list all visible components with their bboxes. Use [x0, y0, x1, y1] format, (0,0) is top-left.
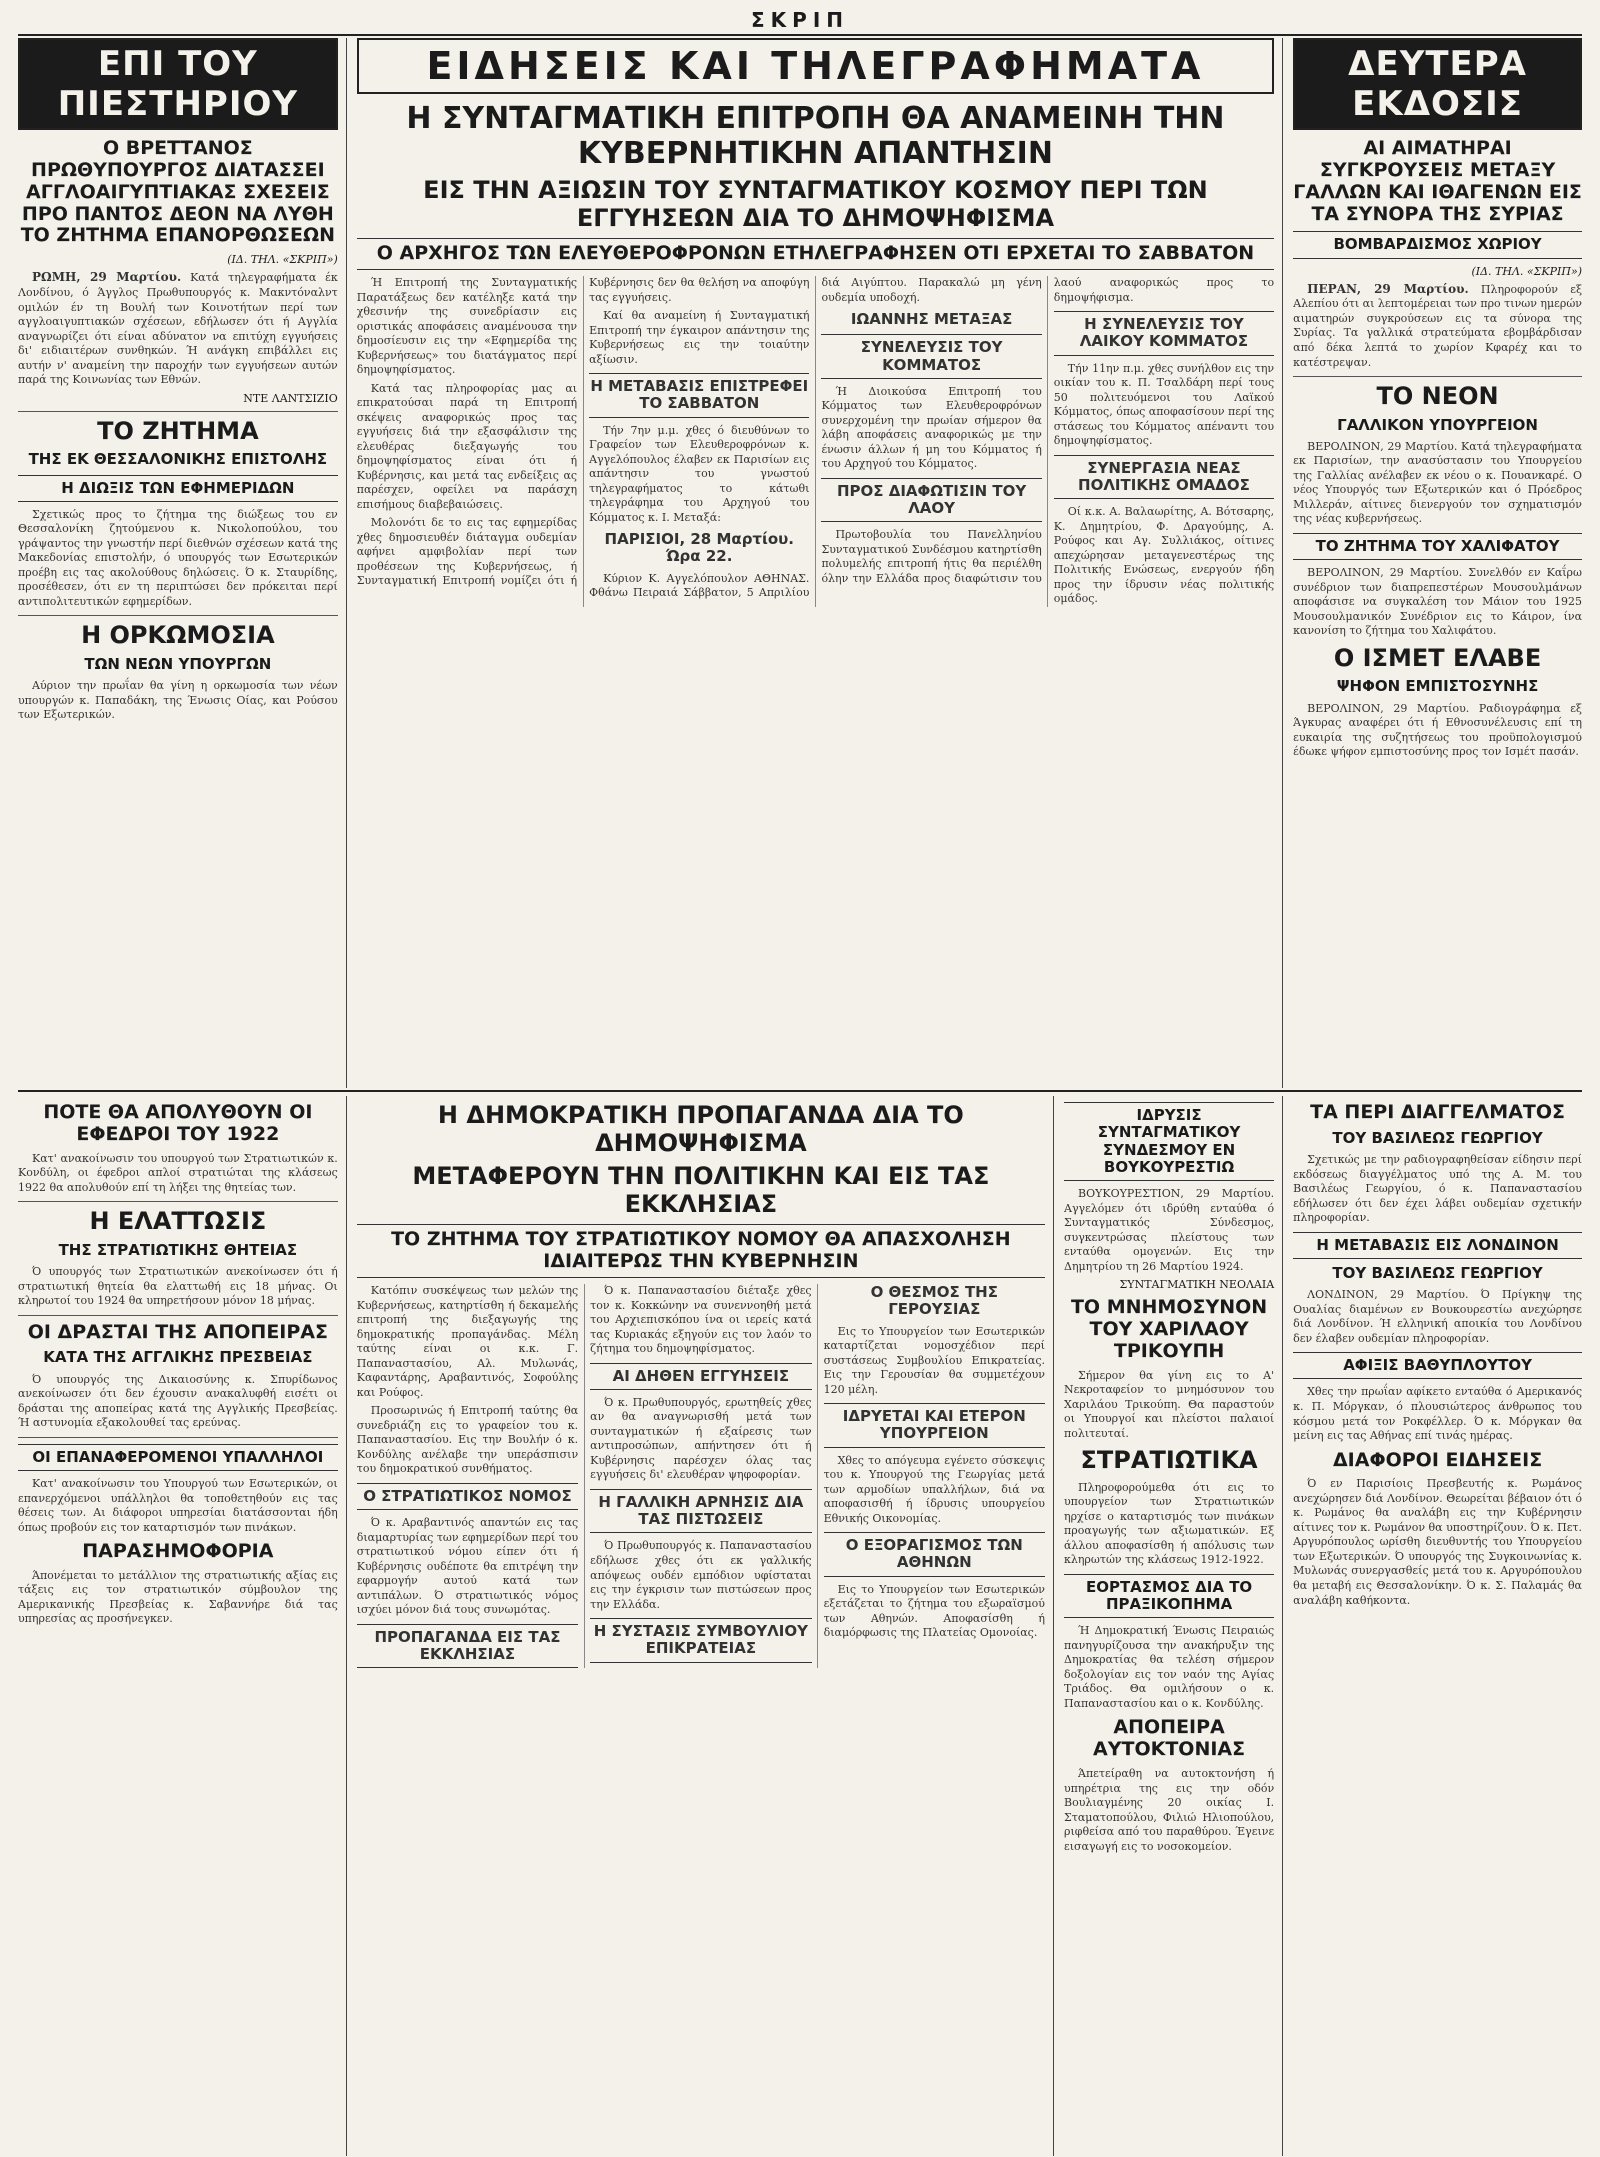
bottom-sub-ekklisies: ΠΡΟΠΑΓΑΝΔΑ ΕΙΣ ΤΑΣ ΕΚΚΛΗΣΙΑΣ — [357, 1624, 578, 1669]
center-sub-laou: ΠΡΟΣ ΔΙΑΦΩΤΙΣΙΝ ΤΟΥ ΛΑΟΥ — [821, 478, 1041, 523]
masthead: ΣΚΡΙΠ — [751, 8, 849, 32]
right-headline-6: Η ΜΕΤΑΒΑΣΙΣ ΕΙΣ ΛΟΝΔΙΝΟΝ — [1293, 1232, 1582, 1259]
left-s5-headline: Η ΕΛΑΤΤΩΣΙΣ — [89, 1207, 267, 1236]
right-body-1: Πληροφορούν εξ Αλεπίου ότι αι λεπτομέρειαι των προ τινων ημερών αιματηρών συγκρούσεων εις τα σύνορα της Συρίας. Τα γαλλικά στρατεύματα εβομβάρδισαν από δέκα λεπτά το χωρίον Κφαρέχ και το κατέστρεψαν. — [1293, 282, 1582, 369]
bottom-stratiotika-text: Πληροφορούμεθα ότι εις το υπουργείον των Στρατιωτικών ηρχίσε ο καταρτισμός των πινάκων προαγωγής των αξιωματικών. Εξ άλλου αποφασίσθη ή απόλυσις των κληρωτών της κλάσεως 1912-1922. — [1064, 1480, 1275, 1567]
bottom-paragraph: Ό κ. Παπαναστασίου διέταξε χθες τον κ. Κοκκώνην να συνεννοηθή μετά του Αρχιεπισκόπου ίνα οι ιερείς κατά τας Κυριακάς εξηγούν εις τον λαόν το ζήτημα του δημοψηφίσματος. — [590, 1284, 812, 1356]
left-s6-subheadline: ΚΑΤΑ ΤΗΣ ΑΓΓΛΙΚΗΣ ΠΡΕΣΒΕΙΑΣ — [43, 1348, 313, 1367]
left-s4-headline: ΠΟΤΕ ΘΑ ΑΠΟΛΥΘΟΥΝ ΟΙ ΕΦΕΔΡΟΙ ΤΟΥ 1922 — [43, 1101, 313, 1145]
left-s7-headline: ΟΙ ΕΠΑΝΑΦΕΡΟΜΕΝΟΙ ΥΠΑΛΛΗΛΟΙ — [18, 1444, 338, 1471]
right-headline-7: ΑΦΙΞΙΣ ΒΑΘΥΠΛΟΥΤΟΥ — [1293, 1352, 1582, 1379]
left-s4-text: Κατ' ανακοίνωσιν του υπουργού των Στρατιωτικών κ. Κονδύλη, οι έφεδροι απλοί στρατιώται της κλάσεως 1922 θα απολυθούν επί τη λήξει της θητείας των. — [18, 1151, 338, 1194]
center-sub-synelefsis: ΣΥΝΕΛΕΥΣΙΣ ΤΟΥ ΚΟΜΜΑΤΟΣ — [821, 334, 1041, 379]
left-s6-headline: ΟΙ ΔΡΑΣΤΑΙ ΤΗΣ ΑΠΟΠΕΙΡΑΣ — [27, 1320, 328, 1343]
right-article-3 — [1293, 566, 1582, 639]
left-lead-body: Κατά τηλεγραφήματα έκ Λονδίνου, ό Άγγλος Πρωθυπουργός κ. Μακντόναλντ ομιλών έν τη Βουλή των Κοινοτήτων περί των αγγλοαιγυπτιακών σχέσεων, εδήλωσεν ότι ή Αγγλία αναγνωρίζει ότι είναι αδύνατον να επιτύχη εγγυήσεις δι' ειδιαιτέρων συνθηκών. Ή ανάγκη επιβάλλει εις αυτήν ν' αναμείνη την παροχήν των εγγυήσεων αυτών παρά της Κοινωνίας των Εθνών. — [18, 271, 338, 387]
left-s2-headline: ΤΟ ΖΗΤΗΜΑ — [97, 416, 259, 445]
left-s2-subheadline: ΤΗΣ ΕΚ ΘΕΣΣΑΛΟΝΙΚΗΣ ΕΠΙΣΤΟΛΗΣ — [28, 450, 328, 469]
bottom-paragraph: Ό κ. Πρωθυπουργός, ερωτηθείς χθες αν θα αναγνωρισθή μετά των συνταγματικών ή εξαίρεσις των αντιπροσώπων, απήντησεν ότι ή Κυβέρνησις παρέσχεν όλας τας εγγυήσεις δι' ελευθέραν ψηφοφορίαν. — [590, 1395, 812, 1482]
bottom-sub-nomos: Ο ΣΤΡΑΤΙΩΤΙΚΟΣ ΝΟΜΟΣ — [357, 1483, 578, 1510]
top-section — [18, 38, 1582, 1088]
center-paragraph: Τήν 11ην π.μ. χθες συνήλθον εις την οικίαν του κ. Π. Τσαλδάρη περί τους 50 πολιτευόμενοι του Λαϊκού Κόμματος, όπως αποφασίσουν περί της στάσεως του Κόμματος απέναντι του δημοψηφίσματος. — [1053, 361, 1275, 448]
bottom-center-column — [357, 1096, 1054, 2156]
bottom-stratiotika-body — [1064, 1481, 1274, 1568]
right-headline-4: Ο ΙΣΜΕΤ ΕΛΑΒΕ — [1333, 643, 1542, 672]
left-lead-dateline: ΡΩΜΗ, 29 Μαρτίου. — [32, 270, 182, 285]
bottom-paragraph: Εις το Υπουργείον των Εσωτερικών καταρτίζεται νομοσχέδιον περί συστάσεως Συμβουλίου Επικρατείας. Εις την Γερουσίαν θα συμμετέχουν 120 μέλη. — [823, 1324, 1045, 1396]
center-article-columns — [357, 276, 1274, 607]
center-paragraph: Τήν 7ην μ.μ. χθες ό διευθύνων το Γραφείον των Ελευθεροφρόνων κ. Αγγελόπουλος έλαβεν εκ Παρισίων εις απάντησιν του γνωστού τηλεγραφήματος το κάτωθι τηλεγράφημα του Αρχηγού του Κόμματος κ. Ι. Μεταξά: — [589, 423, 810, 524]
right-article-2 — [1293, 440, 1582, 527]
right-headline-5: ΤΑ ΠΕΡΙ ΔΙΑΓΓΕΛΜΑΤΟΣ — [1310, 1101, 1565, 1123]
bottom-paragraph: Ό κ. Αραβαντινός απαντών εις τας διαμαρτυρίας των εφημερίδων περί του στρατιωτικού νόμου είπεν ότι ή Κυβέρνησις ουδέποτε θα επιτρέψη την εφαρμογήν αυτού κατά των αντιπάλων. Ό στρατιωτικός νόμος ισχύει μόνον διά τους συνωμότας. — [356, 1516, 579, 1617]
center-sub-omades: ΣΥΝΕΡΓΑΣΙΑ ΝΕΑΣ ΠΟΛΙΤΙΚΗΣ ΟΜΑΔΟΣ — [1054, 455, 1274, 500]
top-rule — [18, 34, 1582, 36]
bottom-paragraph: Προσωρινώς ή Επιτροπή ταύτης θα συνεδριάζη εις το γραφείον του κ. Παπαναστασίου. Εις την Βουλήν ό κ. Κονδύλης ανέλαβε την υπεράσπισιν του δημοκρατικού συνθήματος. — [356, 1404, 579, 1476]
left-s8-text: Άπονέμεται το μετάλλιον της στρατιωτικής αξίας εις τάξεις εις τον στρατιωτικόν σύμβουλον της Αμερικανικής Πρεσβείας κ. Σαβαννήρε διά τας υπηρεσίας ας προσήνεγκεν. — [18, 1568, 338, 1626]
bottom-paragraph: Ό Πρωθυπουργός κ. Παπαναστασίου εδήλωσε χθες ότι εκ γαλλικής απόψεως ουδέν εμπόδιον υφίσταται εις την έγκρισιν των πιστώσεων προς την Ελλάδα. — [590, 1539, 812, 1611]
center-dateline-paris: ΠΑΡΙΣΙΟΙ, 28 Μαρτίου. Ώρα 22. — [604, 530, 794, 566]
right-article-8 — [1293, 1477, 1582, 1608]
center-headline-3: Ο ΑΡΧΗΓΟΣ ΤΩΝ ΕΛΕΥΘΕΡΟΦΡΟΝΩΝ ΕΤΗΛΕΓΡΑΦΗΣΕΝ ΟΤΙ ΕΡΧΕΤΑΙ ΤΟ ΣΑΒΒΑΤΟΝ — [357, 238, 1274, 270]
center-sub-laiko: Η ΣΥΝΕΛΕΥΣΙΣ ΤΟΥ ΛΑΙΚΟΥ ΚΟΜΜΑΤΟΣ — [1054, 311, 1274, 356]
bottom-sub-systasis: Η ΣΥΣΤΑΣΙΣ ΣΥΜΒΟΥΛΙΟΥ ΕΠΙΚΡΑΤΕΙΑΣ — [590, 1618, 811, 1663]
bottom-sub-eortasmos: ΕΟΡΤΑΣΜΟΣ ΔΙΑ ΤΟ ΠΡΑΞΙΚΟΠΗΜΑ — [1064, 1574, 1274, 1619]
divider — [18, 1437, 338, 1438]
center-telegram-signature: ΙΩΑΝΝΗΣ ΜΕΤΑΞΑΣ — [850, 310, 1013, 329]
divider — [18, 1315, 338, 1316]
bottom-headline-1: Η ΔΗΜΟΚΡΑΤΙΚΗ ΠΡΟΠΑΓΑΝΔΑ ΔΙΑ ΤΟ ΔΗΜΟΨΗΦΙΣΜΑ — [437, 1101, 964, 1157]
left-lead-signature: ΝΤΕ ΛΑΝΤΣΙΖΙΟ — [243, 391, 338, 405]
right-body-3: ΒΕΡΟΛΙΝΟΝ, 29 Μαρτίου. Συνελθόν εν Καΐρω συνέδριον των διαπρεπεστέρων Μουσουλμάνων αποφάσισε να συγκαλέση τον Μάιον του 1925 Μουσουλμανικόν Συνέδριον εις το Κάιρον, ίνα κανονίση το ζήτημα του Χαλιφάτου. — [1293, 566, 1582, 638]
left-s2-body — [18, 508, 338, 610]
right-body-5: Σχετικώς με την ραδιογραφηθείσαν είδησιν περί εκδόσεως διαγγέλματος υπό της Α. Μ. του Βασιλέως Γεωργίου, ό κ. Παπαναστασίου εδήλωσεν ότι δεν έχει λάβει ουδεμίαν σχετικήν πληροφορίαν. — [1293, 1153, 1582, 1225]
bottom-apopeira-text: Άπετείραθη να αυτοκτονήση ή υπηρέτρια της εις την οδόν Βουλιαγμένης 20 οικίας Ι. Σταματοπούλου, Φιλιώ Ηλιοπούλου, ριφθείσα από του παραθύρου. Έγεινε εισαγωγή εις το νοσοκομείον. — [1064, 1767, 1275, 1853]
bottom-paragraph: Χθες το απόγευμα εγένετο σύσκεψις του κ. Υπουργού της Γεωργίας μετά των αρμοδίων υπαλλήλων, διά να αποφασισθή ή ίδρυσις υπουργείου Εθνικής Οικονομίας. — [823, 1453, 1045, 1525]
right-dateline: ΠΕΡΑΝ, 29 Μαρτίου. — [1307, 281, 1469, 296]
right-headline-4-sub: ΨΗΦΟΝ ΕΜΠΙΣΤΟΣΥΝΗΣ — [1336, 677, 1539, 696]
right-headline-6-sub: ΤΟΥ ΒΑΣΙΛΕΩΣ ΓΕΩΡΓΙΟΥ — [1332, 1263, 1543, 1282]
center-paragraph: Οί κ.κ. Α. Βαλαωρίτης, Α. Βότσαρης, Κ. Δημητρίου, Φ. Δραγούμης, Α. Ρούφος και Αγ. Συλλιάκος, οίτινες απεχώρησαν μεταγενεστέρως της Πολιτικής Ενώσεως, ενεργούν ήδη προς την ίδρυσιν νέας πολιτικής ομάδος. — [1053, 505, 1275, 606]
bottom-paragraph: Εις το Υπουργείον των Εσωτερικών εξετάζεται το ζήτημα του εξωραϊσμού των Αθηνών. Αποφασίσθη ή διαμόρφωσις της Πλατείας Ομονοίας. — [823, 1582, 1045, 1640]
bottom-mnimosyno-text: Σήμερον θα γίνη εις το Α' Νεκροταφείον το μνημόσυνον του Χαριλάου Τρικούπη. Θα παραστούν οι Υπουργοί και πλείστοι παλαιοί πολιτευταί. — [1064, 1368, 1275, 1440]
bottom-mnimosyno-body — [1064, 1369, 1274, 1442]
right-headline-1-sub: ΒΟΜΒΑΡΔΙΣΜΟΣ ΧΩΡΙΟΥ — [1293, 231, 1582, 258]
bottom-mid-column — [1064, 1096, 1283, 2156]
right-body-7: Χθες την πρωΐαν αφίκετο ενταύθα ό Αμερικανός κ. Π. Μόργκαν, ό πλουσιώτερος άνθρωπος του κόσμου μετά τον Ροκφέλλερ. Ό κ. Μόργκαν θα μείνη εις τας Αθήνας επί τινάς ημέρας. — [1293, 1385, 1582, 1443]
bottom-headline-3: ΤΟ ΖΗΤΗΜΑ ΤΟΥ ΣΤΡΑΤΙΩΤΙΚΟΥ ΝΟΜΟΥ ΘΑ ΑΠΑΣΧΟΛΗΣΗ ΙΔΙΑΙΤΕΡΩΣ ΤΗΝ ΚΥΒΕΡΝΗΣΙΝ — [357, 1224, 1045, 1278]
right-headline-2: ΤΟ ΝΕΟΝ — [1376, 382, 1499, 411]
bottom-sub-engyiseis: ΑΙ ΔΗΘΕΝ ΕΓΓΥΗΣΕΙΣ — [590, 1363, 811, 1390]
right-article-6 — [1293, 1288, 1582, 1346]
left-s2-text: Σχετικώς προς το ζήτημα της διώξεως του εν Θεσσαλονίκη ζητούμενου κ. Νικολοπούλου, του γράψαντος την γνωστήν περί διεθνών σχέσεων κατά της Μακεδονίας επιστολήν, ό υπουργός των Εσωτερικών προέβη εις τας ακολούθους δηλώσεις. Ό κ. Σταυρίδης, προσέθεσεν, ότι εν τη περιπτώσει δεν πρόκειται περί αντιπολιτευτικών εφημερίδων. — [18, 507, 338, 608]
left-s7-body — [18, 1477, 338, 1535]
left-lead-headline: Ο ΒΡΕΤΤΑΝΟΣ ΠΡΩΘΥΠΟΥΡΓΟΣ ΔΙΑΤΑΣΣΕΙ ΑΓΓΛΟΑΙΓΥΠΤΙΑΚΑΣ ΣΧΕΣΕΙΣ ΠΡΟ ΠΑΝΤΟΣ ΔΕΟΝ ΝΑ ΛΥΘΗ ΤΟ ΖΗΤΗΜΑ ΕΠΑΝΟΡΘΩΣΕΩΝ — [20, 137, 336, 247]
left-s7-text: Κατ' ανακοίνωσιν του Υπουργού των Εσωτερικών, οι επανερχόμενοι υπάλληλοι θα τοποθετηθούν εις τας θέσεις των. Αι διάφοροι υπηρεσίαι διατάσσονται ήδη όπως προβούν εις τον καταρτισμόν των πινάκων. — [18, 1477, 338, 1534]
bottom-article-columns — [357, 1284, 1045, 1668]
left-s6-text: Ό υπουργός της Δικαιοσύνης κ. Σπυρίδωνος ανεκοίνωσεν ότι δεν έχουσιν ανακαλυφθή εισέτι οι δράσται της αποπείρας κατά της Αγγλικής Πρεσβείας. Ή αστυνομία εξακολουθεί τας ερεύνας. — [18, 1372, 338, 1430]
bottom-section — [18, 1096, 1582, 2156]
left-banner: ΕΠΙ ΤΟΥ ΠΙΕΣΤΗΡΙΟΥ — [18, 38, 338, 130]
bottom-sub-thesmos: Ο ΘΕΣΜΟΣ ΤΗΣ ΓΕΡΟΥΣΙΑΣ — [870, 1283, 998, 1319]
left-s5-subheadline: ΤΗΣ ΣΤΡΑΤΙΩΤΙΚΗΣ ΘΗΤΕΙΑΣ — [58, 1240, 298, 1259]
right-column — [1293, 38, 1582, 1088]
center-paragraph: Ή Διοικούσα Επιτροπή του Κόμματος των Ελευθεροφρόνων συνερχομένη την πρωίαν σήμερον θα λάβη αποφάσεις αναφορικώς με την ένωσιν άλλων ή μη του Κόμματος ή του Αρχηγού του Κόμματος. — [821, 384, 1042, 471]
center-headline-2: ΕΙΣ ΤΗΝ ΑΞΙΩΣΙΝ ΤΟΥ ΣΥΝΤΑΓΜΑΤΙΚΟΥ ΚΟΣΜΟΥ ΠΕΡΙ ΤΩΝ ΕΓΓΥΗΣΕΩΝ ΔΙΑ ΤΟ ΔΗΜΟΨΗΦΙΣΜΑ — [423, 176, 1208, 232]
bottom-sub-idrytai: ΙΔΡΥΕΤΑΙ ΚΑΙ ΕΤΕΡΟΝ ΥΠΟΥΡΓΕΙΟΝ — [824, 1403, 1045, 1448]
divider — [1293, 376, 1582, 377]
right-headline-2-sub: ΓΑΛΛΙΚΟΝ ΥΠΟΥΡΓΕΙΟΝ — [1337, 415, 1538, 434]
left-s4-body — [18, 1152, 338, 1196]
left-s8-headline: ΠΑΡΑΣΗΜΟΦΟΡΙΑ — [82, 1540, 274, 1563]
bottom-paragraph: Κατόπιν συσκέψεως των μελών της Κυβερνήσεως, κατηρτίσθη ή δεκαμελής επιτροπή της διεξαγωγής της δημοκρατικής προπαγάνδας. Μέλη ταύτης είναι οι κ.κ. Γ. Παπαναστασίου, Αλ. Μυλωνάς, Καφαντάρης, Αραβαντινός, Σοφούλης και Ρούφος. — [356, 1284, 579, 1399]
bottom-idrysis-signature: ΣΥΝΤΑΓΜΑΤΙΚΗ ΝΕΟΛΑΙΑ — [1119, 1278, 1275, 1292]
divider — [18, 411, 338, 412]
left-lead-article — [18, 270, 338, 387]
right-article-5 — [1293, 1153, 1582, 1226]
left-column — [18, 38, 347, 1088]
right-source: (ΙΔ. ΤΗΛ. «ΣΚΡΙΠ») — [1471, 264, 1582, 278]
bottom-idrysis-text: ΒΟΥΚΟΥΡΕΣΤΙΟΝ, 29 Μαρτίου. Αγγελόμεν ότι ιδρύθη ενταύθα ό Συνταγματικός Σύνδεσμος, συγκεντρώσας πλείστους των ενταύθα ομογενών. Εις την Δημητρίου τη 26 Μαρτίου 1924. — [1064, 1187, 1275, 1273]
center-paragraph: Καί θα αναμείνη ή Συνταγματική Επιτροπή την έγκαιρον απάντησιν της Κυβερνήσεως εις την τοιαύτην αξίωσιν. — [589, 309, 810, 366]
right-headline-3: ΤΟ ΖΗΤΗΜΑ ΤΟΥ ΧΑΛΙΦΑΤΟΥ — [1293, 533, 1582, 560]
left-s3-body — [18, 679, 338, 723]
right-body-2: ΒΕΡΟΛΙΝΟΝ, 29 Μαρτίου. Κατά τηλεγραφήματα εκ Παρισίων, την ανασύστασιν του Υπουργείου της Γαλλίας ανέλαβεν εκ νέου ο κ. Πουανκαρέ. Ο νέος Υπουργός των Εξωτερικών και ό Πρόεδρος Μιλλεράν, αίτινες διενεργούν τον σχηματισμόν της νέας κυβερνήσεως. — [1293, 439, 1582, 526]
bottom-apopeira-body — [1064, 1767, 1274, 1854]
center-column — [357, 38, 1283, 1088]
divider — [18, 1201, 338, 1202]
left-s2-subheadline-2: Η ΔΙΩΞΙΣ ΤΩΝ ΕΦΗΜΕΡΙΔΩΝ — [18, 475, 338, 502]
bottom-sub-exorismos: Ο ΕΞΟΡΑΓΙΣΜΟΣ ΤΩΝ ΑΘΗΝΩΝ — [824, 1532, 1045, 1577]
center-sub-sabbaton: Η ΜΕΤΑΒΑΣΙΣ ΕΠΙΣΤΡΕΦΕΙ ΤΟ ΣΑΒΒΑΤΟΝ — [589, 373, 809, 418]
bottom-idrysis-body — [1064, 1187, 1274, 1274]
left-s3-subheadline: ΤΩΝ ΝΕΩΝ ΥΠΟΥΡΓΩΝ — [84, 654, 272, 673]
middle-rule — [18, 1090, 1582, 1092]
right-headline-5-sub: ΤΟΥ ΒΑΣΙΛΕΩΣ ΓΕΩΡΓΙΟΥ — [1332, 1128, 1543, 1147]
bottom-sub-mnimosyno: ΤΟ ΜΝΗΜΟΣΥΝΟΝ ΤΟΥ ΧΑΡΙΛΑΟΥ ΤΡΙΚΟΥΠΗ — [1070, 1296, 1268, 1362]
bottom-eortasmos-body — [1064, 1624, 1274, 1711]
right-body-8: Ό εν Παρισίοις Πρεσβευτής κ. Ρωμάνος ανεχώρησεν διά Λονδίνον. Θεωρείται βέβαιον ότι ό κ. Ρωμάνος θα αναλάβη εις την Κυβέρνησιν αίτινες τον κ. Ρωμάνον θα υποστηρίζουν. Ό κ. Πετ. Αργυρόπουλος ωρίσθη διευθυντής του Υπουργείου των Εξωτερικών. Ό υπουργός της Συγκοινωνίας κ. Μυλωνάς συνεργασθείς μετά του κ. Αργυρόπουλου θα μεταβή εις Θεσσαλονίκην. Ό κ. Σ. Παλαμάς θα αναλάβη καθήκοντα. — [1293, 1477, 1582, 1607]
right-body-6: ΛΟΝΔΙΝΟΝ, 29 Μαρτίου. Ό Πρίγκηψ της Ουαλίας διαμένων εν Βουκουρεστίω ανεχώρησε διά Λονδίνον. Ή ελληνική αποικία του Λονδίνου δεν έλαβεν ουδεμίαν πληροφορίαν. — [1293, 1288, 1582, 1345]
center-paragraph: Πρωτοβουλία του Πανελληνίου Συνταγματικού Συνδέσμου κατηρτίσθη πολυμελής επιτροπή ήτις θα περιέλθη όλην την Ελλάδα προς διαφώτισιν του λαού αναφορικώς προς το δημοψήφισμα. — [821, 276, 1275, 585]
divider — [18, 615, 338, 616]
left-s5-body — [18, 1265, 338, 1309]
bottom-sub-apopeira: ΑΠΟΠΕΙΡΑ ΑΥΤΟΚΤΟΝΙΑΣ — [1093, 1716, 1246, 1761]
left-s8-body — [18, 1569, 338, 1627]
bottom-eortasmos-text: Ή Δημοκρατική Ένωσις Πειραιώς πανηγυρίζουσα την ανακήρυξιν της Δημοκρατίας θα τελέση σήμερον δοξολογίαν εις τον ναόν της Αγίας Τριάδος. Θα ομιλήσουν ο κ. Παπαναστασίου και ο κ. Κονδύλης. — [1064, 1624, 1275, 1710]
bottom-sub-idrysis: ΙΔΡΥΣΙΣ ΣΥΝΤΑΓΜΑΤΙΚΟΥ ΣΥΝΔΕΣΜΟΥ ΕΝ ΒΟΥΚΟΥΡΕΣΤΙΩ — [1064, 1102, 1274, 1181]
bottom-sub-galliki: Η ΓΑΛΛΙΚΗ ΑΡΝΗΣΙΣ ΔΙΑ ΤΑΣ ΠΙΣΤΩΣΕΙΣ — [590, 1489, 811, 1534]
center-paragraph: Ή Επιτροπή της Συνταγματικής Παρατάξεως δεν κατέληξε κατά την χθεσινήν της συνεδρίασιν εις οριστικάς αποφάσεις αναμένουσα την δημοσίευσιν εις την «Εφημερίδα της Κυβερνήσεως» του διατάγματος περί δημοψηφίσματος. — [356, 276, 578, 377]
center-telegram: Κύριον Κ. Αγγελόπουλον ΑΘΗΝΑΣ. Φθάνω Πειραιά Σάββατον, 5 Απριλίου διά Αιγύπτου. Παρακαλώ μη γένη ουδεμία υποδοχή. — [589, 276, 1042, 600]
center-headline-1: Η ΣΥΝΤΑΓΜΑΤΙΚΗ ΕΠΙΤΡΟΠΗ ΘΑ ΑΝΑΜΕΙΝΗ ΤΗΝ ΚΥΒΕΡΝΗΤΙΚΗΝ ΑΠΑΝΤΗΣΙΝ — [406, 101, 1225, 171]
left-s6-body — [18, 1373, 338, 1431]
left-s5-text: Ό υπουργός των Στρατιωτικών ανεκοίνωσεν ότι ή στρατιωτική θητεία θα ελαττωθή εις 18 μήνας. Οι κληρωτοί του 1924 θα υπηρετήσουν μόνον 18 μήνας. — [18, 1265, 338, 1308]
right-headline-1: ΑΙ ΑΙΜΑΤΗΡΑΙ ΣΥΓΚΡΟΥΣΕΙΣ ΜΕΤΑΞΥ ΓΑΛΛΩΝ ΚΑΙ ΙΘΑΓΕΝΩΝ ΕΙΣ ΤΑ ΣΥΝΟΡΑ ΤΗΣ ΣΥΡΙΑΣ — [1293, 137, 1582, 225]
bottom-right-column — [1293, 1096, 1582, 2156]
right-body-4: ΒΕΡΟΛΙΝΟΝ, 29 Μαρτίου. Ραδιογράφημα εξ Άγκυρας αναφέρει ότι ή Εθνοσυνέλευσις επί τη ευκαιρία της συζητήσεως του προϋπολογισμού έδωκε ψήφον εμπιστοσύνης προς τον Ισμέτ πασάν. — [1293, 701, 1582, 759]
left-s3-text: Αύριον την πρωΐαν θα γίνη η ορκωμοσία των νέων υπουργών κ. Παπαδάκη, της Ένωσις Οίας, και Ρούσου των Εξωτερικών. — [18, 679, 338, 722]
center-paragraph: Μολονότι δε το εις τας εφημερίδας χθες δημοσιευθέν διάταγμα ουδεμίαν αφήνει αμφιβολίαν περί των προθέσεων της Κυβερνήσεως, ή Συνταγματική Επιτροπή νομίζει ότι ή Κυβέρνησις δεν θα θελήση να αποφύγη τας εγγυήσεις. — [356, 276, 810, 588]
left-s3-headline: Η ΟΡΚΩΜΟΣΙΑ — [81, 621, 275, 650]
right-headline-8: ΔΙΑΦΟΡΟΙ ΕΙΔΗΣΕΙΣ — [1332, 1448, 1543, 1471]
bottom-headline-2: ΜΕΤΑΦΕΡΟΥΝ ΤΗΝ ΠΟΛΙΤΙΚΗΝ ΚΑΙ ΕΙΣ ΤΑΣ ΕΚΚΛΗΣΙΑΣ — [412, 1162, 990, 1218]
right-article-7 — [1293, 1385, 1582, 1443]
center-banner: ΕΙΔΗΣΕΙΣ ΚΑΙ ΤΗΛΕΓΡΑΦΗΜΑΤΑ — [357, 38, 1274, 94]
right-article-4 — [1293, 702, 1582, 760]
right-article-1 — [1293, 282, 1582, 370]
bottom-sub-stratiotika: ΣΤΡΑΤΙΩΤΙΚΑ — [1080, 1446, 1258, 1475]
right-banner: ΔΕΥΤΕΡΑ ΕΚΔΟΣΙΣ — [1293, 38, 1582, 130]
bottom-left-column — [18, 1096, 347, 2156]
left-lead-source: (ΙΔ. ΤΗΛ. «ΣΚΡΙΠ») — [227, 253, 338, 267]
center-paragraph: Κατά τας πληροφορίας μας αι επικρατούσαι παρά τη Επιτροπή σκέψεις αναφορικώς προς τας εγγυήσεις διά την εξασφάλισιν της ελευθέρας διεξαγωγής του δημοψηφίσματος είναι ότι ή Κυβέρνησις, και μετά τας ενδείξεις ας παρέσχεν, οφείλει να παράσχη επισήμους διαβεβαιώσεις. — [356, 381, 578, 511]
